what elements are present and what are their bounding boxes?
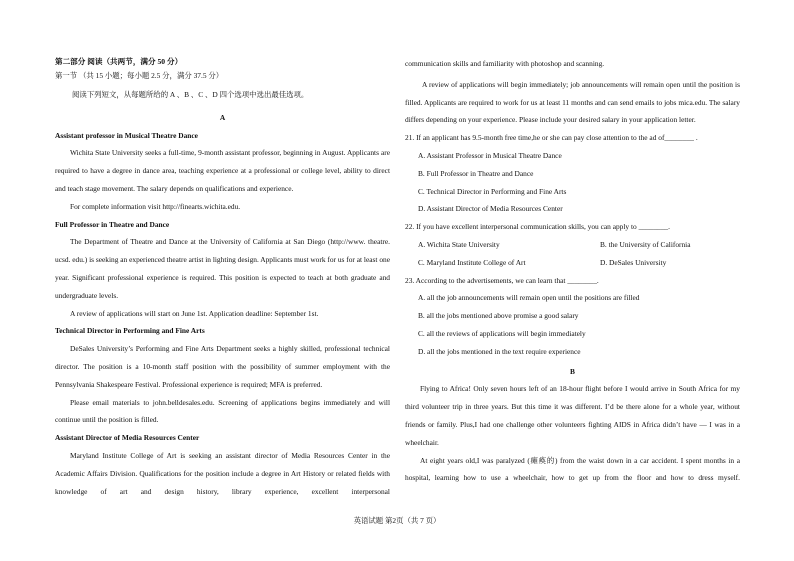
ad-title: Assistant professor in Musical Theatre Dance — [55, 130, 198, 140]
question-23-option-c: C. all the reviews of applications will begin immediately — [418, 328, 586, 338]
ad-paragraph: Wichita State University seeks a full-time, 9-month assistant professor, beginning in August. Applicants are required to have a degree in dance area, teaching experience at a professional or college level, ability to direct and teach stage movement. The salary depends on qualifications and experience. — [55, 148, 390, 193]
question-22-option-b: B. the University of California — [600, 239, 691, 249]
question-21-option-d: D. Assistant Director of Media Resources Center — [418, 204, 563, 214]
ad-title: Technical Director in Performing and Fine Arts — [55, 326, 205, 336]
passage-a-label: A — [219, 112, 226, 122]
ad-paragraph-continued: communication skills and familiarity with photoshop and scanning. — [405, 59, 605, 68]
question-21-option-b: B. Full Professor in Theatre and Dance — [418, 168, 534, 178]
question-23-option-a: A. all the job announcements will remain open until the positions are filled — [418, 293, 640, 303]
question-22-stem: 22. If you have excellent interpersonal communication skills, you can apply to ________. — [405, 222, 670, 232]
question-23-option-d: D. all the jobs mentioned in the text require experience — [418, 346, 581, 356]
ad-paragraph: Maryland Institute College of Art is seeking an assistant director of Media Resources Center in the Academic Affairs Division. Qualifications for the position include a degree in Art History or related fields with knowledge of art and design history, library experience, excellent interpersonal — [55, 450, 390, 496]
section-instruction: 阅读下列短文，从每题所给的 A 、B 、C 、D 四个选项中选出最佳选项。 — [72, 90, 309, 99]
question-22-option-d: D. DeSales University — [600, 257, 667, 267]
ad-paragraph: For complete information visit http://finearts.wichita.edu. — [70, 201, 241, 211]
question-21-option-a: A. Assistant Professor in Musical Theatre Dance — [418, 150, 562, 160]
question-22-option-c: C. Maryland Institute College of Art — [418, 257, 526, 267]
passage-b-label: B — [570, 366, 575, 376]
question-22-option-a: A. Wichita State University — [418, 239, 500, 249]
ad-paragraph: A review of applications will start on June 1st. Application deadline: September 1st. — [70, 308, 319, 318]
page-footer: 英语试题 第2页（共 7 页） — [353, 516, 441, 525]
question-21-option-c: C. Technical Director in Performing and Fine Arts — [418, 186, 567, 196]
right-column — [405, 55, 740, 487]
ad-paragraph: Please email materials to john.belldesales.edu. Screening of applications begins immediately and will continue until the position is filled. — [55, 397, 390, 425]
ad-title: Full Professor in Theatre and Dance — [55, 219, 170, 229]
left-column — [55, 55, 390, 500]
question-23-option-b: B. all the jobs mentioned above promise a good salary — [418, 311, 579, 321]
question-21-stem: 21. If an applicant has 9.5-month free time,he or she can pay close attention to the ad of________ . — [405, 133, 698, 143]
ad-paragraph: The Department of Theatre and Dance at the University of California at San Diego (http://www. theatre. ucsd. edu.) is seeking an experienced theatre artist in lighting design. Applicants must work for us for at least one year. Significant professional experience is required. This position is expected to teach at both graduate and undergraduate levels. — [55, 237, 390, 300]
question-22-options — [405, 236, 740, 272]
passage-b-paragraph: Flying to Africa! Only seven hours left of an 18-hour flight before I would arrive in South Africa for my third volunteer trip in three years. But this time it was different. I’d be there alone for a whole year, without friends or family. Plus,I had one challenge other volunteers fighting AIDS in Africa didn’t have — I was in a wheelchair. — [405, 384, 740, 447]
question-23-stem: 23. According to the advertisements, we can learn that ________. — [405, 275, 599, 285]
section-subtitle: 第一节 （共 15 小题；每小题 2.5 分，满分 37.5 分） — [55, 71, 224, 80]
passage-b-paragraph: At eight years old,I was paralyzed (瘫痪的) from the waist down in a car accident. I spent months in a hospital, learning how to use a wheelchair, how to get up from the floor and how to dress myself. — [405, 455, 740, 483]
section-title: 第二部分 阅读（共两节，满分 50 分） — [55, 57, 183, 66]
ad-title: Assistant Director of Media Resources Center — [55, 433, 200, 443]
ad-paragraph: DeSales University’s Performing and Fine Arts Department seeks a highly skilled, professional technical director. The position is a 10-month staff position with the possibility of summer employment with the Pennsylvania Shakespeare Festival. Professional experience is required; MFA is preferred. — [55, 344, 390, 389]
ad-paragraph: A review of applications will begin immediately; job announcements will remain open until the position is filled. Applicants are required to work for us at least 11 months and can send emails to jobs mica.edu. The salary differs depending on your experience. Please include your desired salary in your application letter. — [405, 79, 740, 125]
